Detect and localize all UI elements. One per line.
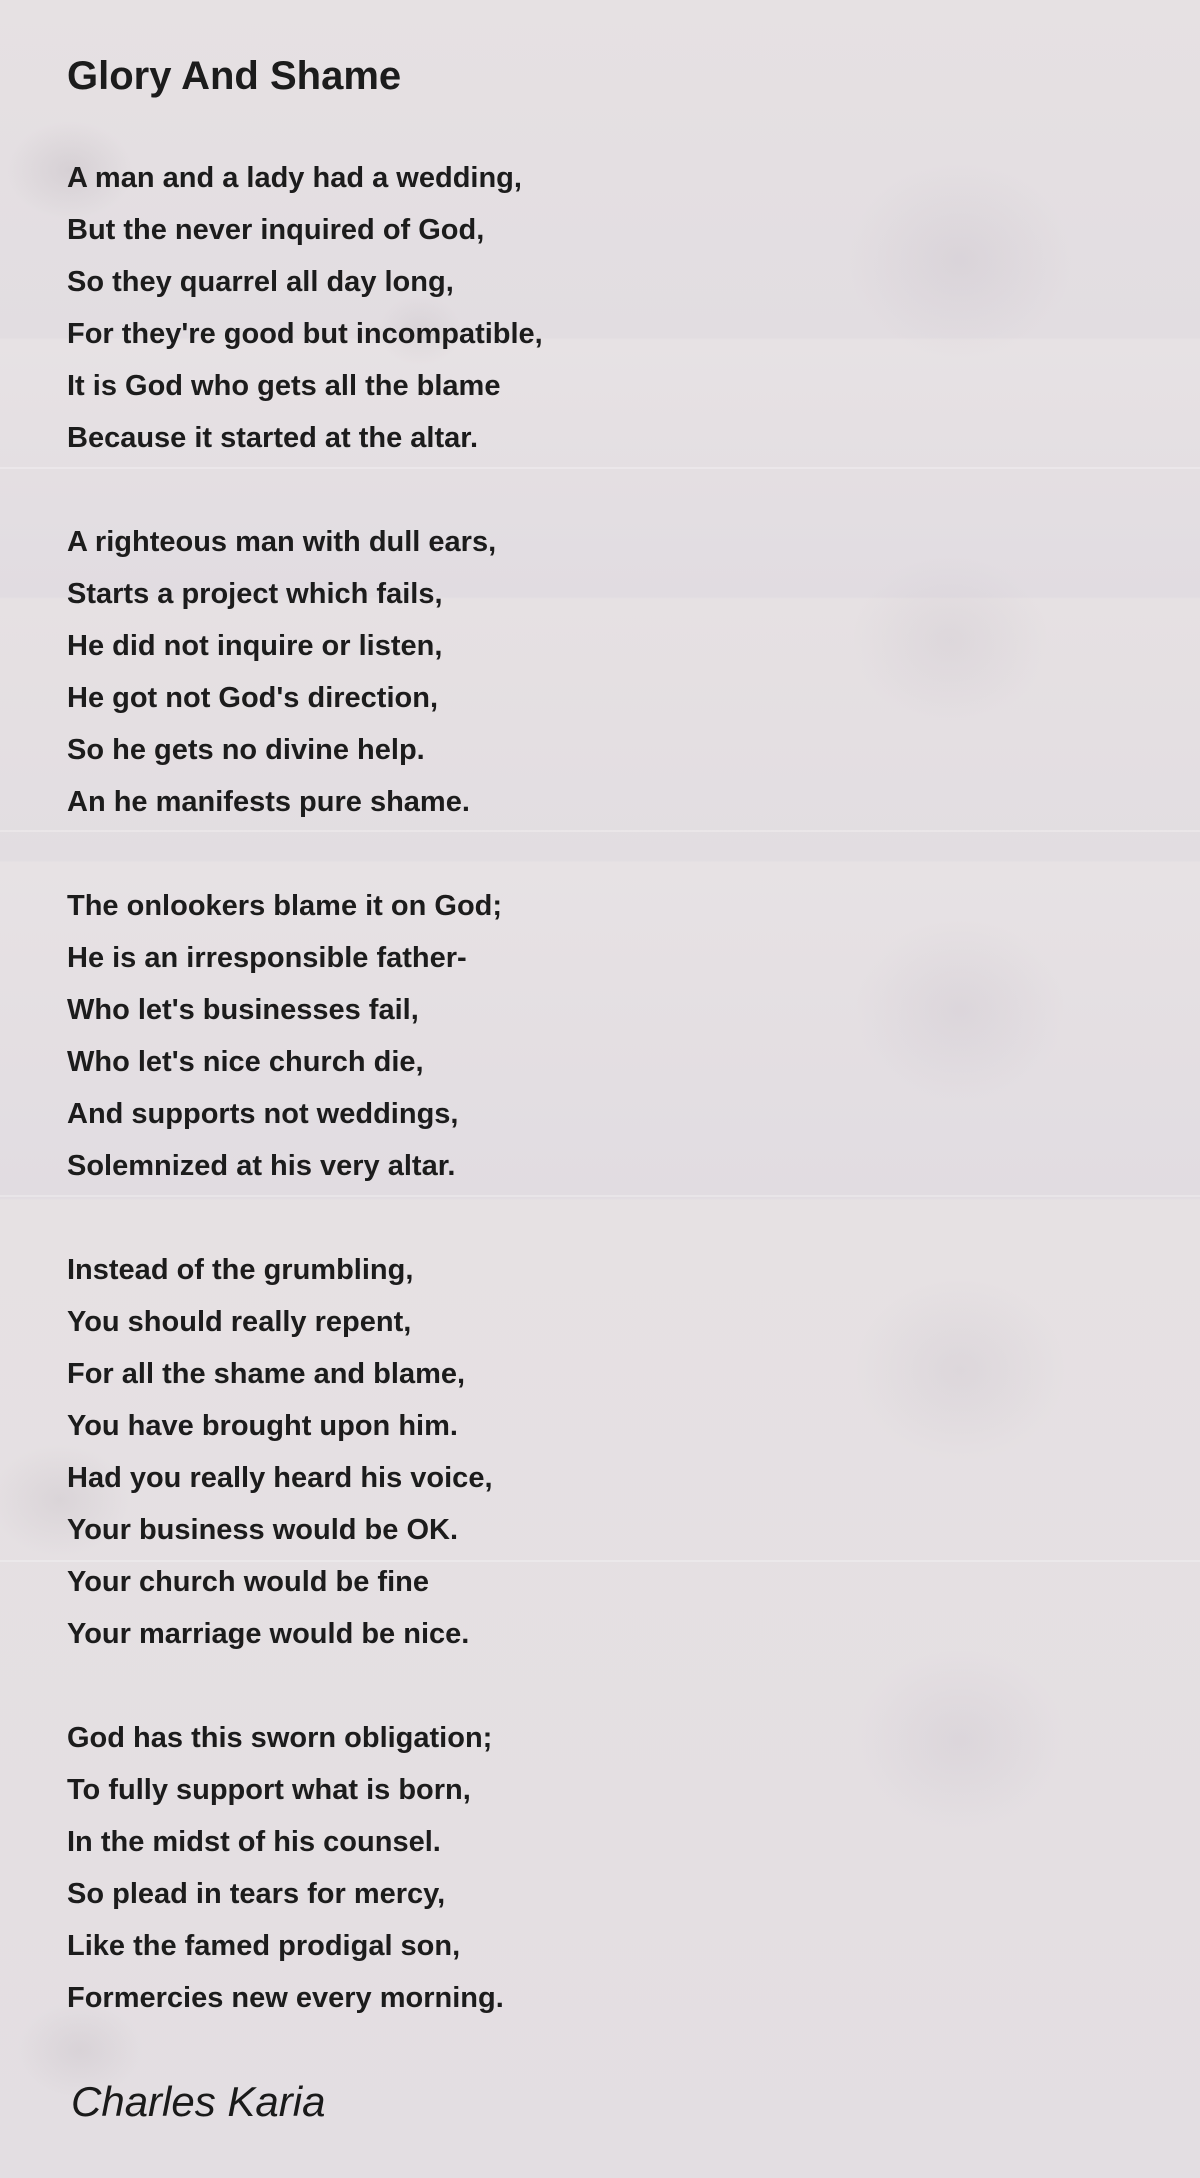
poem-line: Starts a project which fails,: [67, 578, 443, 610]
poem-line: You should really repent,: [67, 1306, 412, 1338]
poem-line: A righteous man with dull ears,: [67, 526, 497, 558]
poem-line: He did not inquire or listen,: [67, 630, 443, 662]
poem-line: For they're good but incompatible,: [67, 318, 543, 350]
poem-line: Instead of the grumbling,: [67, 1254, 414, 1286]
poem-line: He got not God's direction,: [67, 682, 438, 714]
stanza: [67, 516, 543, 828]
poem-line: You have brought upon him.: [67, 1410, 458, 1442]
poem-author: Charles Karia: [71, 2078, 326, 2125]
poem-line: And supports not weddings,: [67, 1098, 459, 1130]
stanza: [67, 1712, 543, 2024]
poem-line: God has this sworn obligation;: [67, 1722, 493, 1754]
poem-line: So he gets no divine help.: [67, 734, 425, 766]
poem-line: But the never inquired of God,: [67, 214, 485, 246]
poem-line: The onlookers blame it on God;: [67, 890, 503, 922]
poem-line: Your business would be OK.: [67, 1514, 459, 1546]
poem-line: Solemnized at his very altar.: [67, 1150, 456, 1182]
poem-line: It is God who gets all the blame: [67, 370, 501, 402]
poem-line: An he manifests pure shame.: [67, 786, 470, 818]
poem-line: So plead in tears for mercy,: [67, 1878, 446, 1910]
poem-line: Like the famed prodigal son,: [67, 1930, 461, 1962]
poem-line: A man and a lady had a wedding,: [67, 162, 522, 194]
poem-line: He is an irresponsible father-: [67, 942, 467, 974]
poem-line: To fully support what is born,: [67, 1774, 471, 1806]
poem-line: Formercies new every morning.: [67, 1982, 504, 2014]
poem-line: Who let's businesses fail,: [67, 994, 419, 1026]
poem-line: Who let's nice church die,: [67, 1046, 424, 1078]
poem-line: So they quarrel all day long,: [67, 266, 454, 298]
poem-body: [67, 152, 543, 2076]
poem-line: In the midst of his counsel.: [67, 1826, 441, 1858]
poem-line: Because it started at the altar.: [67, 422, 478, 454]
stanza: [67, 1244, 543, 1660]
poem-line: Had you really heard his voice,: [67, 1462, 493, 1494]
poem-line: Your church would be fine: [67, 1566, 429, 1598]
poem-line: For all the shame and blame,: [67, 1358, 466, 1390]
poem-title: Glory And Shame: [67, 54, 402, 98]
stanza: [67, 152, 543, 464]
stanza: [67, 880, 543, 1192]
poem-line: Your marriage would be nice.: [67, 1618, 470, 1650]
